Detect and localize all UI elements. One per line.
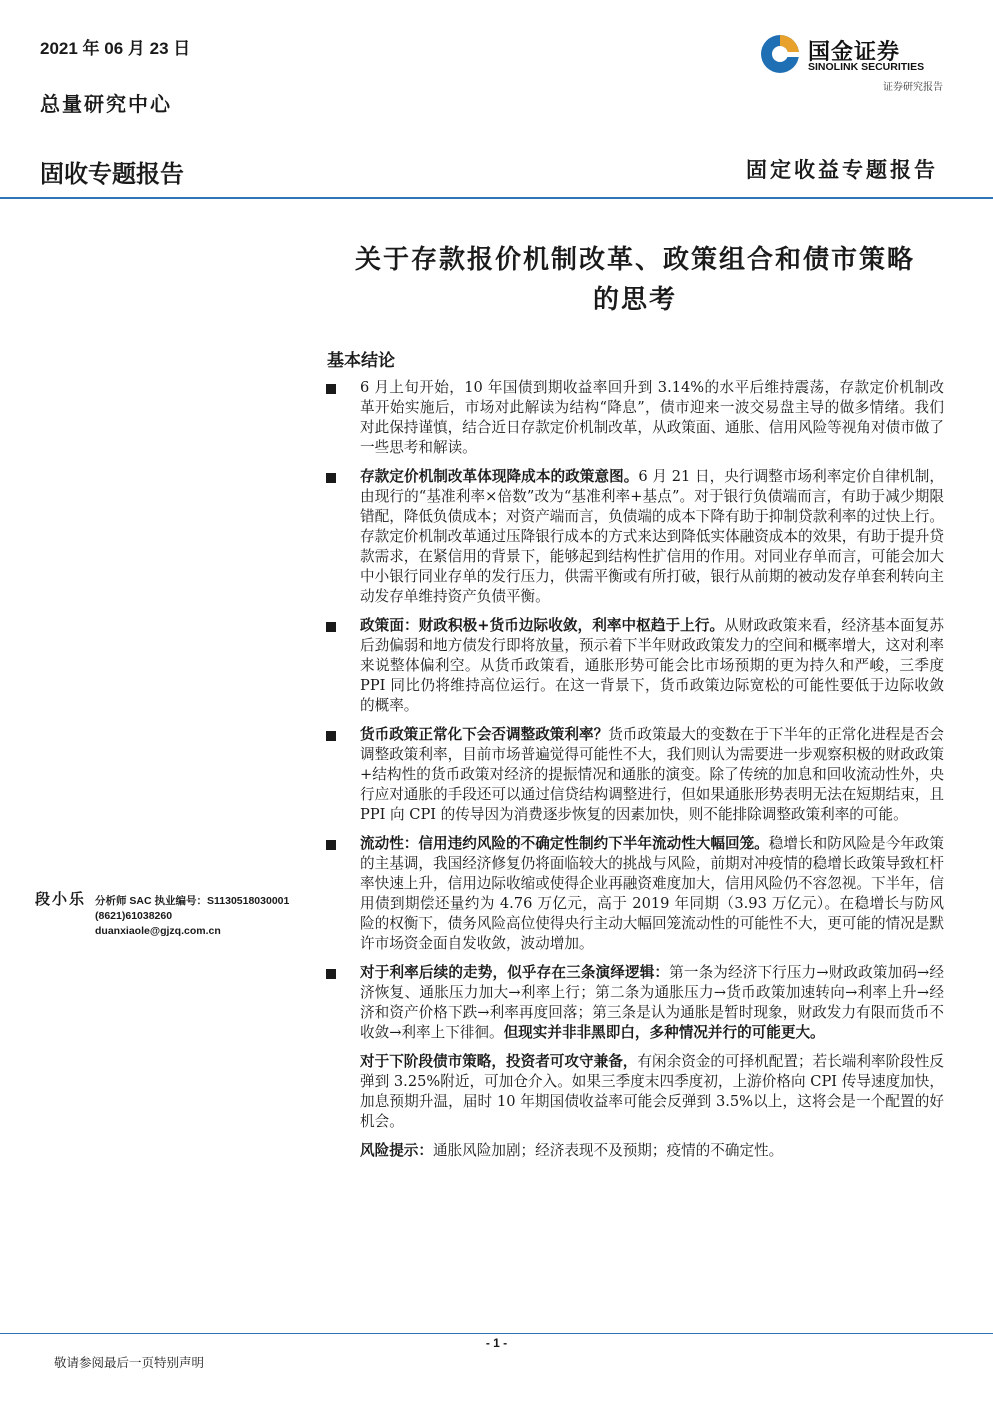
- bullet-text: 6 月上旬开始，10 年国债到期收益率回升到 3.14%的水平后维持震荡，存款定价机制改革开始实施后，市场对此解读为结构“降息”，债市迎来一波交易盘主导的做多情绪。我们对此保持谨慎，结合近日存款定价机制改革，从政策面、通胀、信用风险等视角对债市做了一些思考和解读。: [360, 379, 944, 456]
- report-date: 2021 年 06 月 23 日: [40, 39, 191, 58]
- disclaimer-note: 敬请参阅最后一页特别声明: [54, 1355, 205, 1370]
- title-line-2: 的思考: [592, 285, 677, 315]
- analyst-cert: 分析师 SAC 执业编号：S1130518030001: [95, 895, 290, 907]
- paragraph-heading: 风险提示：: [360, 1142, 433, 1159]
- bullet-text: 货币政策最大的变数在于下半年的正常化进程是否会调整政策利率，目前市场普遍觉得可能性不大，我们则认为需要进一步观察积极的财政政策+结构性的货币政策对经济的提振情况和通胀的演变。除了传统的加息和回收流动性外，央行应对通胀的手段还可以通过信贷结构调整进行，但如果通胀形势表明无法在短期结束，且 PPI 向 CPI 的传导因为消费逐步恢复的因素加快，则不能排除调整政策利率的可能。: [360, 726, 944, 823]
- bullet-text: 第一条为经济下行压力→财政政策加码→经济恢复、通胀压力加大→利率上行；第二条为通胀压力→货币政策加速转向→利率上升→经济和资产价格下跌→利率再度回落；第三条是认为通胀是暂时现象，财政发力有限而货币不收敛→利率上下徘徊。: [360, 964, 944, 1041]
- bullet-square-icon: [326, 840, 336, 850]
- report-title: [300, 240, 970, 320]
- analyst-name: 段小乐: [35, 890, 87, 908]
- logo-name-en: SINOLINK SECURITIES: [808, 61, 925, 73]
- bullet-text: 6 月 21 日，央行调整市场利率定价自律机制，由现行的“基准利率×倍数”改为“基准利率+基点”。对于银行负债端而言，有助于减少期限错配，降低负债成本；对资产端而言，负债端的成本下降有助于抑制贷款利率的过快上行。存款定价机制改革通过压降银行成本的方式来达到降低实体融资成本的效果，有助于提升贷款需求，在紧信用的背景下，能够起到结构性扩信用的作用。对同业存单而言，可能会加大中小银行同业存单的发行压力，供需平衡或有所打破，银行从前期的被动发存单套利转向主动发存单维持资产负债平衡。: [360, 468, 944, 605]
- list-item: [326, 725, 946, 825]
- bullet-square-icon: [326, 384, 336, 394]
- paragraph-text: 有闲余资金的可择机配置；若长端利率阶段性反弹到 3.25%附近，可加仓介入。如果三季度末四季度初，上游价格向 CPI 传导速度加快，加息预期升温，届时 10 年期国债收益率可能会反弹到 3.5%以上，这将会是一个配置的好机会。: [360, 1053, 944, 1130]
- report-type: 固收专题报告: [40, 160, 184, 188]
- bullet-heading: 存款定价机制改革体现降成本的政策意图。: [360, 468, 639, 485]
- analyst-email[interactable]: duanxiaole@gjzq.com.cn: [95, 925, 221, 937]
- bullet-heading: 政策面：财政积极+货币边际收敛，利率中枢趋于上行。: [360, 617, 725, 634]
- list-item: [326, 616, 946, 716]
- research-center-name: 总量研究中心: [40, 92, 172, 116]
- list-item: [326, 963, 946, 1043]
- bullet-square-icon: [326, 969, 336, 979]
- bullet-text: 从财政政策来看，经济基本面复苏后劲偏弱和地方债发行即将放量，预示着下半年财政政策发力的空间和概率增大，这对利率来说整体偏利空。从货币政策看，通胀形势可能会比市场预期的更为持久和严峻，三季度 PPI 同比仍将维持高位运行。在这一背景下，货币政策边际宽松的可能性要低于边际收敛的概率。: [360, 617, 944, 714]
- conclusion-list: [326, 378, 946, 1170]
- section-title: 基本结论: [327, 351, 395, 371]
- title-line-1: 关于存款报价机制改革、政策组合和债市策略: [354, 245, 915, 275]
- bullet-heading: 对于利率后续的走势，似乎存在三条演绎逻辑：: [360, 964, 670, 981]
- logo-name-cn: 国金证券: [808, 40, 901, 65]
- list-item: [326, 467, 946, 607]
- analyst-info: [95, 894, 289, 939]
- bullet-text: 稳增长和防风险是今年政策的主基调，我国经济修复仍将面临较大的挑战与风险，前期对冲疫情的稳增长政策导致杠杆率快速上升，信用边际收缩或使得企业再融资难度加大，信用风险仍不容忽视。下半年，信用债到期偿还量约为 4.76 万亿元，高于 2019 年同期（3.93 万亿元）。在稳增长与防风险的权衡下，债务风险高位使得央行主动大幅回笼流动性的可能性不大，更可能的情况是默许市场资金面自发收敛，波动增加。: [360, 835, 944, 952]
- list-item: [326, 378, 946, 458]
- page-number: - 1 -: [485, 1336, 508, 1350]
- analyst-phone: (8621)61038260: [95, 910, 173, 922]
- footer-divider: [0, 1333, 993, 1334]
- strategy-paragraph: [360, 1052, 944, 1132]
- bullet-heading: 货币政策正常化下会否调整政策利率？: [360, 726, 609, 743]
- bullet-square-icon: [326, 622, 336, 632]
- report-category: 固定收益专题报告: [746, 157, 938, 182]
- paragraph-heading: 对于下阶段债市策略，投资者可攻守兼备，: [360, 1053, 638, 1070]
- bullet-square-icon: [326, 731, 336, 741]
- bullet-conclusion: 但现实并非非黑即白，多种情况并行的可能更大。: [503, 1024, 825, 1041]
- logo-subtitle: 证券研究报告: [883, 82, 943, 93]
- risk-paragraph: [360, 1141, 944, 1161]
- paragraph-text: 通胀风险加剧；经济表现不及预期；疫情的不确定性。: [432, 1142, 784, 1159]
- header-divider: [0, 197, 993, 199]
- bullet-heading: 流动性：信用违约风险的不确定性制约下半年流动性大幅回笼。: [360, 835, 769, 852]
- bullet-square-icon: [326, 473, 336, 483]
- list-item: [326, 834, 946, 954]
